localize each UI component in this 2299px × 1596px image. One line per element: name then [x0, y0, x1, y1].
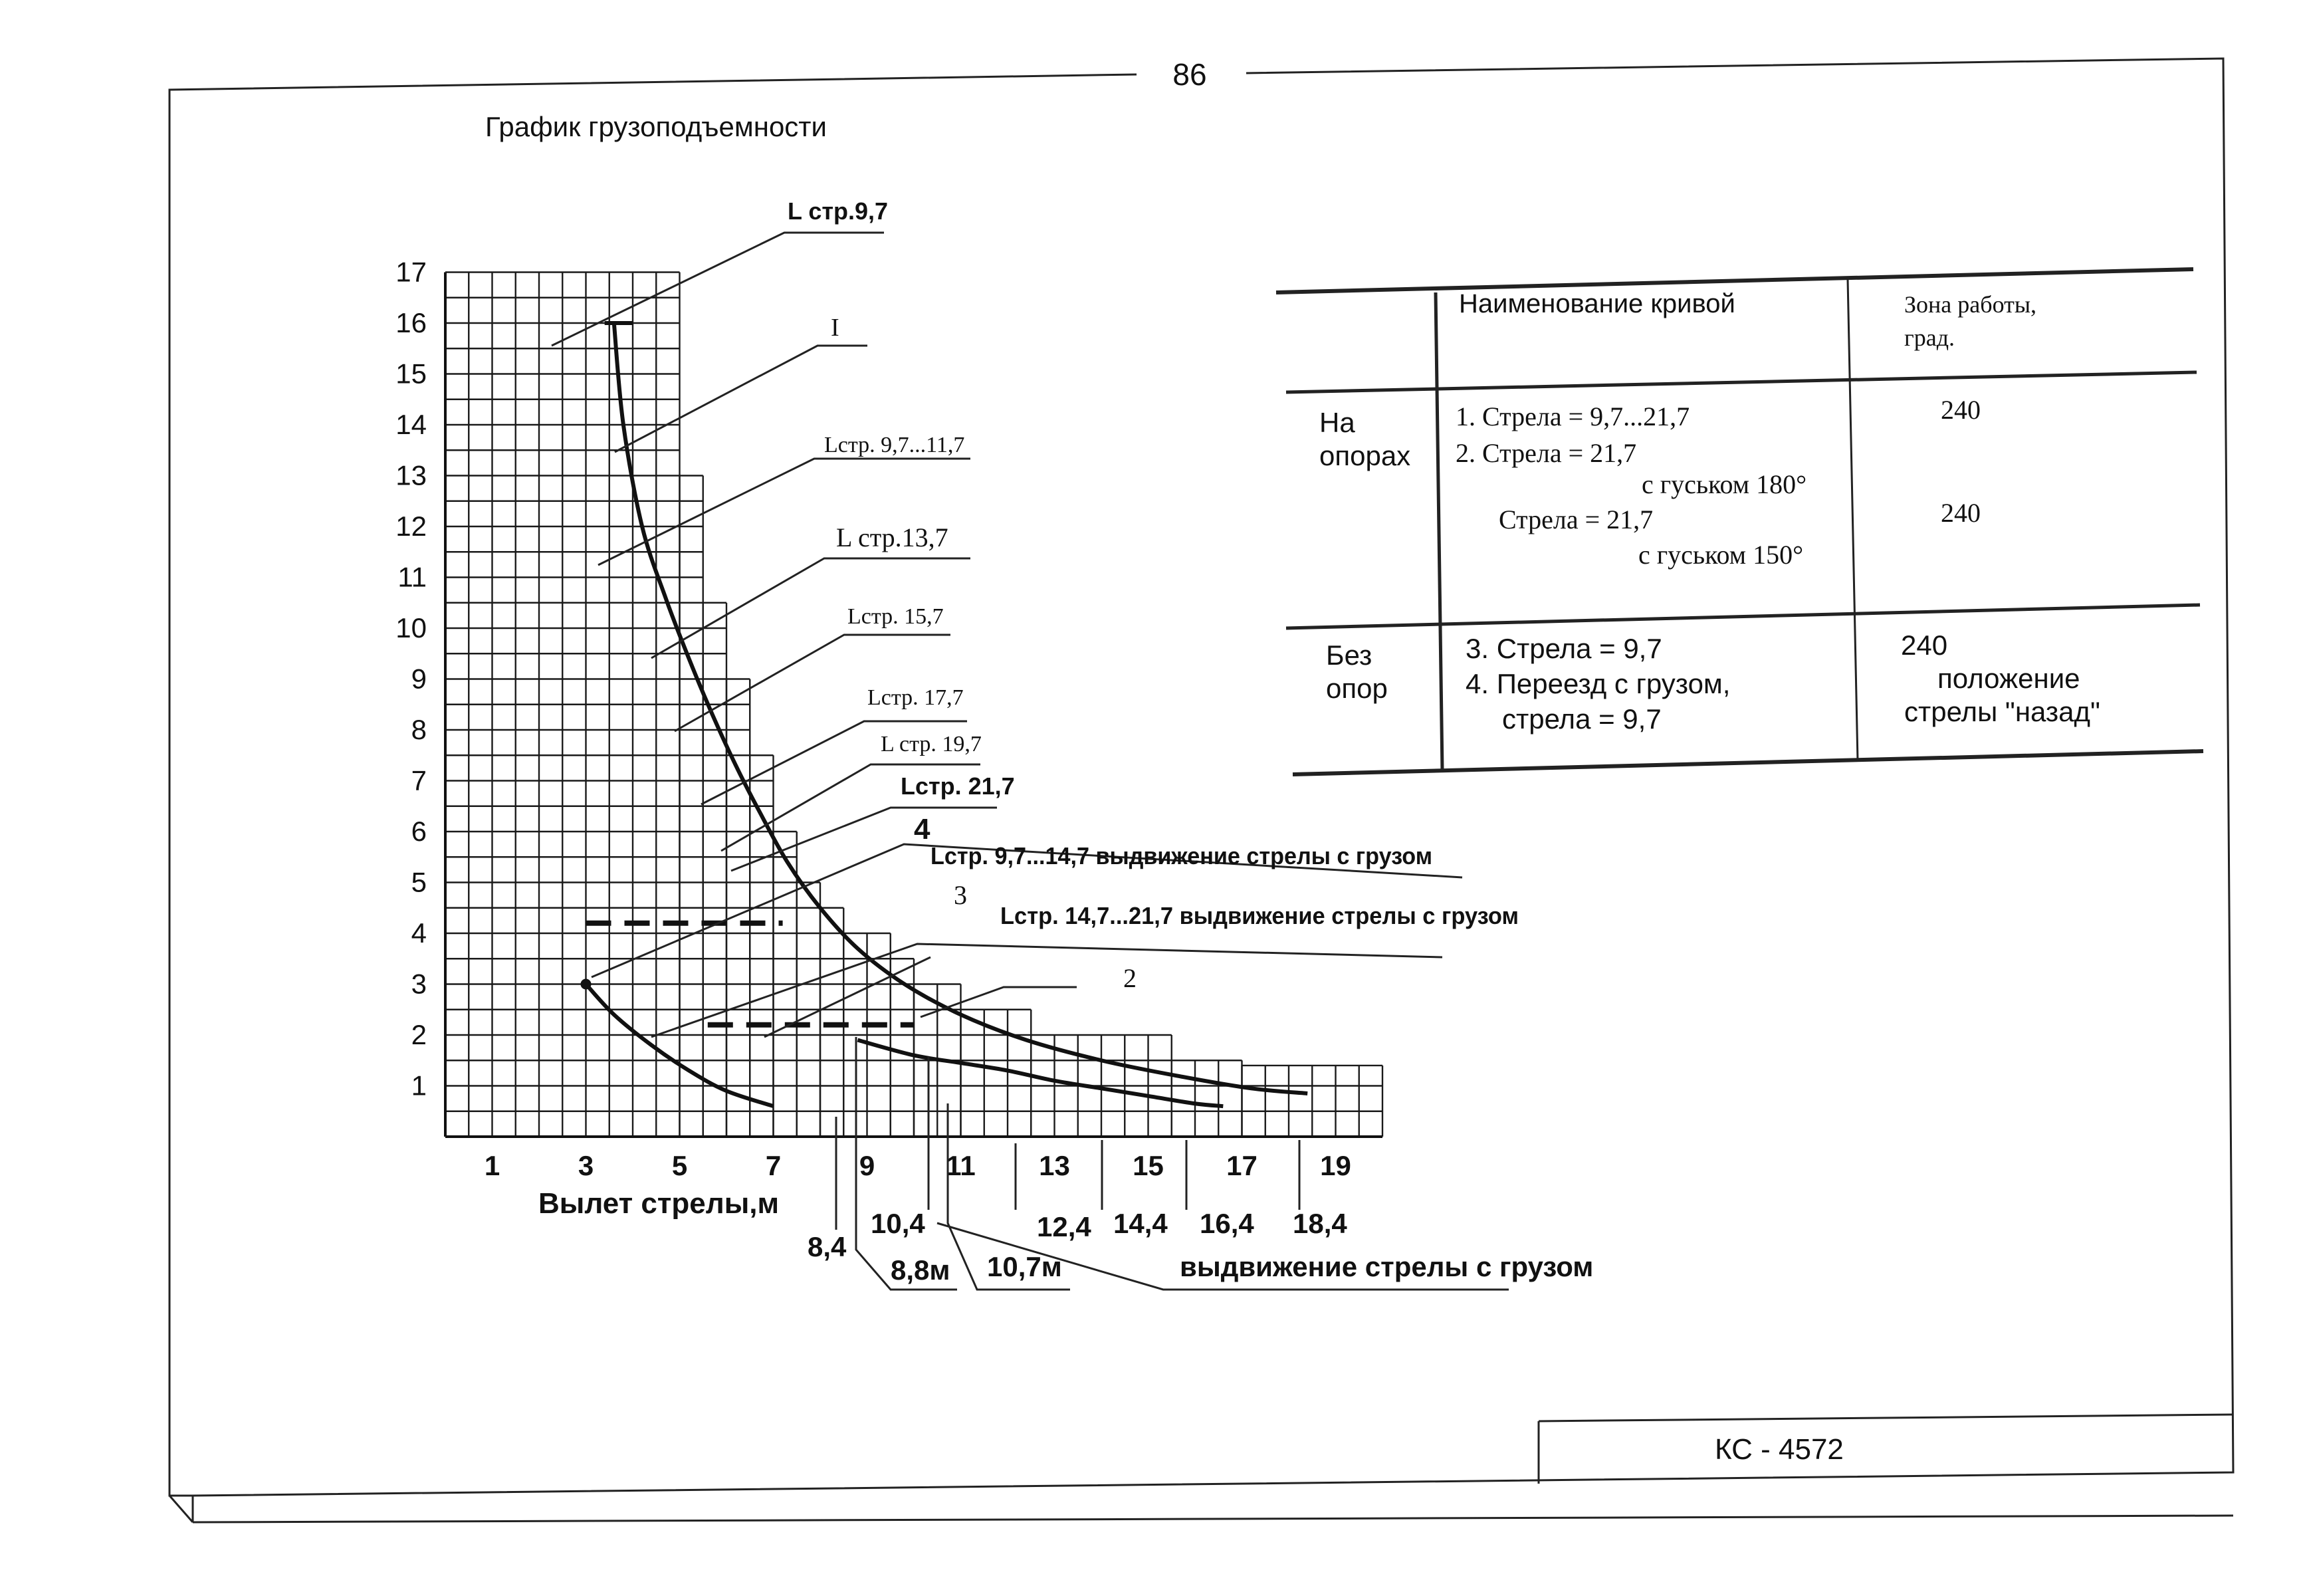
label-curve-2: 2: [1123, 963, 1137, 993]
section-1-curve-line-3: с гуськом 180°: [1642, 469, 1806, 499]
y-tick-label: 8: [411, 714, 427, 745]
y-tick-label: 16: [395, 307, 427, 338]
label-l-19-7: L стр. 19,7: [881, 732, 982, 756]
section-2-zone-line-3: стрелы "назад": [1904, 696, 2100, 727]
radius-10-4: 10,4: [871, 1208, 925, 1239]
extension-8-8: 8,8м: [891, 1254, 950, 1286]
bottom-labels: [808, 1208, 1593, 1286]
radius-8-4: 8,4: [808, 1231, 847, 1262]
table-header-curve: Наименование кривой: [1459, 289, 1735, 318]
radius-16-4: 16,4: [1200, 1208, 1254, 1239]
label-extension-14-7-21-7: Lстр. 14,7...21,7 выдвижение стрелы с грузом: [1000, 902, 1519, 929]
x-tick-label: 19: [1320, 1150, 1351, 1181]
section-2-zone-line-2: положение: [1937, 663, 2080, 694]
x-tick-label: 17: [1226, 1150, 1258, 1181]
section-1-label-line-2: опорах: [1319, 440, 1410, 471]
extension-10-7: 10,7м: [987, 1251, 1062, 1282]
y-tick-label: 3: [411, 969, 427, 1000]
curve-3-start-marker: [581, 979, 592, 990]
section-2-label-line-1: Без: [1326, 639, 1372, 671]
section-2-curve-line-2: 4. Переезд с грузом,: [1466, 668, 1730, 699]
section-2-zone-line-1: 240: [1901, 629, 1947, 661]
section-1-curve-line-1: 1. Стрела = 9,7...21,7: [1456, 401, 1690, 431]
y-tick-label: 15: [395, 358, 427, 390]
label-l-9-7: L стр.9,7: [788, 197, 888, 225]
y-tick-label: 6: [411, 816, 427, 847]
y-tick-label: 5: [411, 867, 427, 898]
label-curve-3: 3: [954, 880, 967, 910]
extension-note: выдвижение стрелы с грузом: [1180, 1251, 1593, 1282]
x-tick-label: 11: [946, 1150, 975, 1181]
table-header-zone: Зона работы,: [1904, 291, 2036, 318]
section-1-curve-line-4: Стрела = 21,7: [1499, 505, 1653, 534]
label-curve-1: I: [831, 314, 839, 342]
label-extension-9-7-14-7: Lстр. 9,7...14,7 выдвижение стрелы с грузом: [931, 842, 1432, 869]
radius-18-4: 18,4: [1293, 1208, 1347, 1239]
x-tick-label: 3: [578, 1150, 594, 1181]
label-l-13-7: L стр.13,7: [836, 522, 948, 552]
section-2-curve-line-3: стрела = 9,7: [1502, 703, 1662, 735]
section-1-zone-line-1: 240: [1941, 395, 1981, 425]
model-label: КС - 4572: [1715, 1433, 1844, 1466]
section-1-curve-line-2: 2. Стрела = 21,7: [1456, 438, 1636, 468]
y-tick-label: 14: [395, 409, 427, 440]
table-header-zone-unit: град.: [1904, 324, 1955, 351]
x-tick-label: 9: [859, 1150, 875, 1181]
radius-14-4: 14,4: [1113, 1208, 1168, 1239]
y-tick-label: 11: [397, 562, 427, 593]
section-1-curve-line-5: с гуськом 150°: [1638, 540, 1803, 570]
y-tick-label: 2: [411, 1019, 427, 1050]
curve-table: [1276, 269, 2203, 774]
chart-title: График грузоподъемности: [485, 111, 827, 142]
y-tick-label: 12: [395, 511, 427, 542]
y-tick-label: 4: [411, 917, 427, 949]
section-2-label-line-2: опор: [1326, 673, 1388, 704]
y-tick-label: 9: [411, 663, 427, 695]
radius-12-4: 12,4: [1037, 1211, 1091, 1242]
label-curve-4: 4: [914, 813, 931, 846]
section-1-zone-line-2: 240: [1941, 498, 1981, 528]
y-tick-label: 7: [411, 765, 427, 796]
y-tick-label: 10: [395, 612, 427, 643]
label-l-15-7: Lстр. 15,7: [847, 604, 944, 629]
y-tick-label: 13: [395, 460, 427, 491]
page-number: 86: [1172, 57, 1206, 92]
x-tick-label: 1: [485, 1150, 500, 1181]
section-2-curve-line-1: 3. Стрела = 9,7: [1466, 633, 1662, 664]
y-tick-label: 17: [395, 257, 427, 288]
section-1-label-line-1: На: [1319, 407, 1355, 438]
label-l-17-7: Lстр. 17,7: [867, 685, 964, 710]
x-tick-label: 13: [1039, 1150, 1070, 1181]
x-tick-label: 15: [1133, 1150, 1164, 1181]
label-l-21-7: Lстр. 21,7: [901, 772, 1015, 800]
label-l-9-7-11-7: Lстр. 9,7...11,7: [824, 433, 964, 457]
x-tick-label: 7: [766, 1150, 781, 1181]
y-tick-label: 1: [411, 1070, 427, 1101]
page-frame: [169, 58, 2233, 1522]
x-axis-label: Вылет стрелы,м: [538, 1187, 779, 1220]
x-tick-label: 5: [672, 1150, 687, 1181]
